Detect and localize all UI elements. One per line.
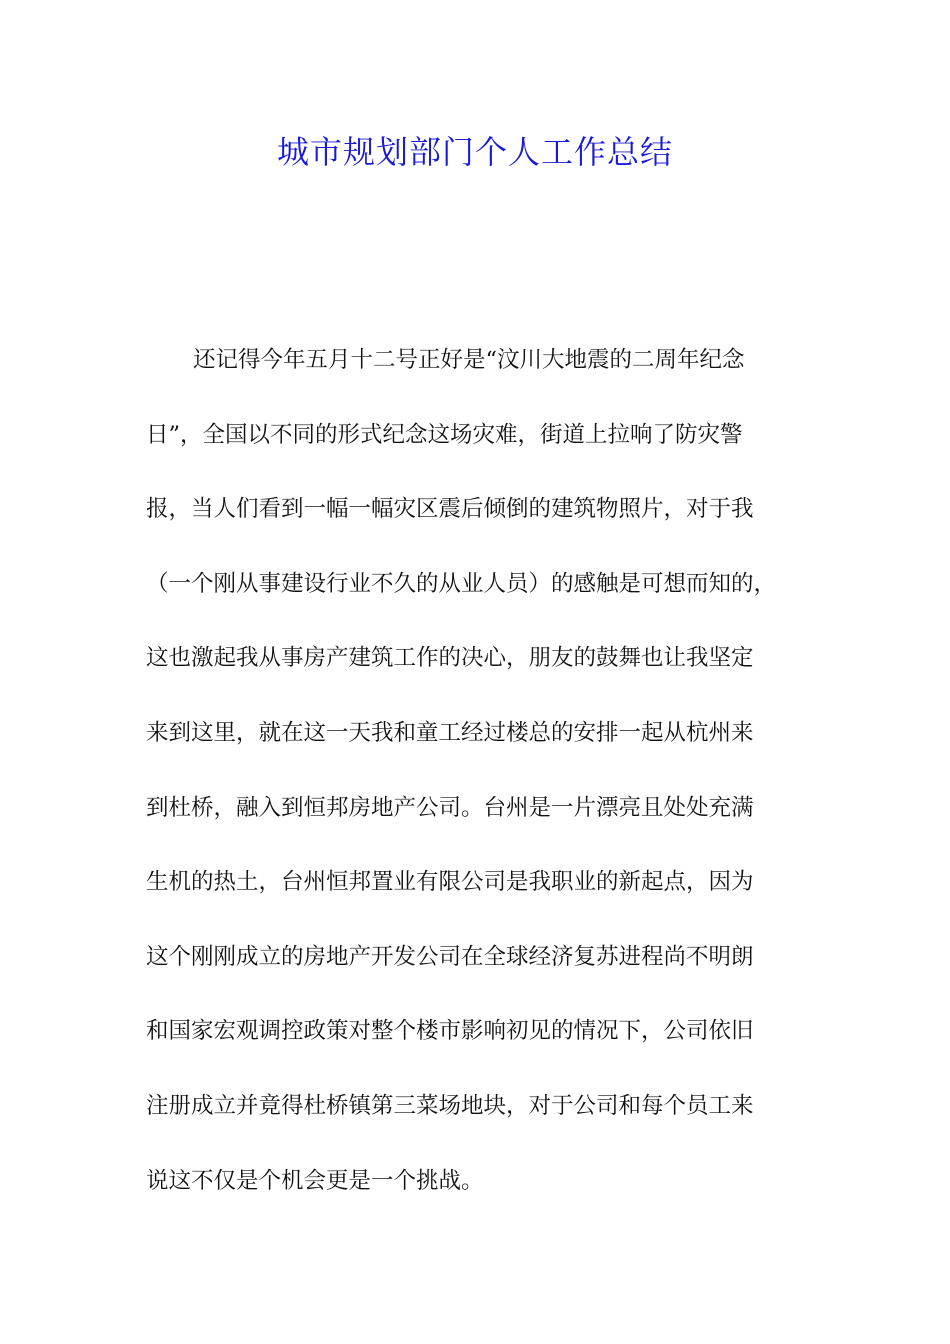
document-title: 城市规划部门个人工作总结 xyxy=(276,133,673,171)
paragraph-line: 到杜桥，融入到恒邦房地产公司。台州是一片漂亮且处处充满 xyxy=(146,794,754,821)
paragraph-line: 报，当人们看到一幅一幅灾区震后倾倒的建筑物照片，对于我 xyxy=(146,496,754,523)
paragraph-line: 来到这里，就在这一天我和童工经过楼总的安排一起从杭州来 xyxy=(146,719,754,746)
paragraph-line: 和国家宏观调控政策对整个楼市影响初见的情况下，公司依旧 xyxy=(146,1018,754,1045)
paragraph-line: 说这不仅是个机会更是一个挑战。 xyxy=(146,1167,484,1194)
paragraph-line: 这也激起我从事房产建筑工作的决心，朋友的鼓舞也让我坚定 xyxy=(146,645,754,672)
paragraph-line: 这个刚刚成立的房地产开发公司在全球经济复苏进程尚不明朗 xyxy=(146,943,754,970)
paragraph-line: 生机的热土，台州恒邦置业有限公司是我职业的新起点，因为 xyxy=(146,869,754,896)
paragraph-line: 日”，全国以不同的形式纪念这场灾难，街道上拉响了防灾警 xyxy=(146,421,743,448)
body-paragraph xyxy=(146,340,806,1235)
paragraph-line: 注册成立并竟得杜桥镇第三菜场地块，对于公司和每个员工来 xyxy=(146,1092,754,1119)
paragraph-line: （一个刚从事建设行业不久的从业人员）的感触是可想而知的， xyxy=(146,570,777,597)
paragraph-line: 还记得今年五月十二号正好是“汶川大地震的二周年纪念 xyxy=(193,347,745,373)
